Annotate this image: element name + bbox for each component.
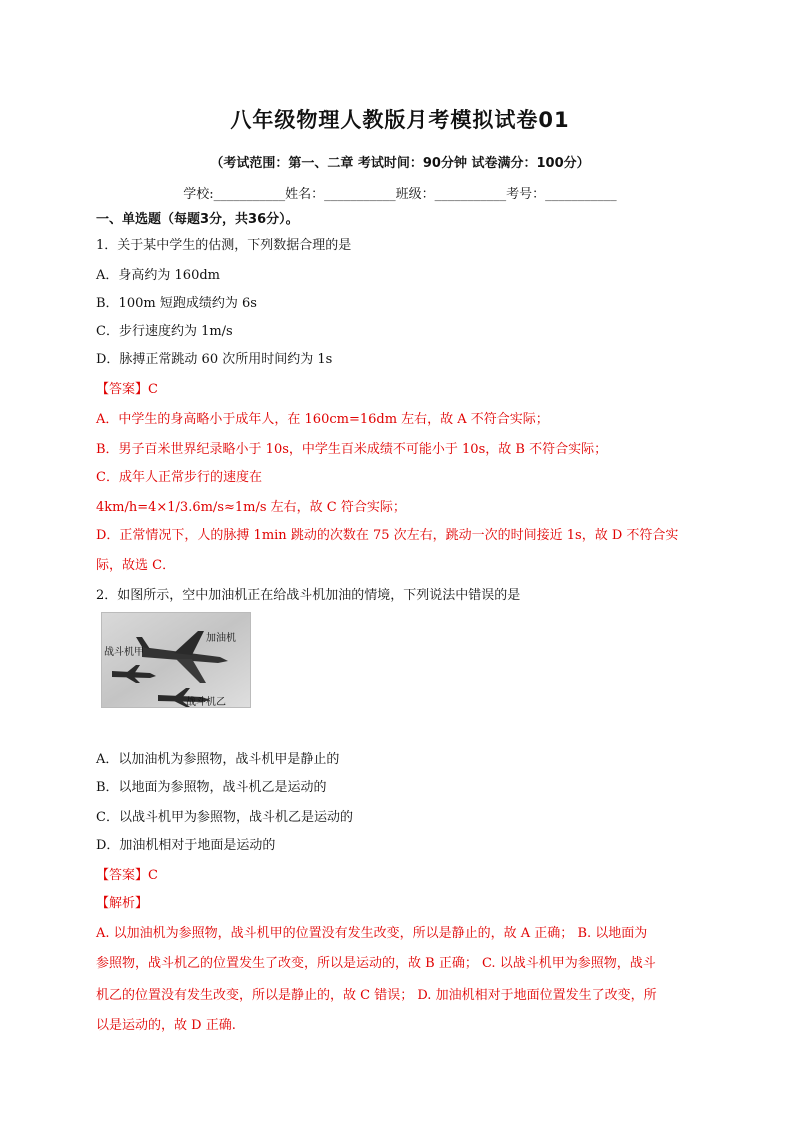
page-title: 八年级物理人教版月考模拟试卷01	[230, 108, 570, 132]
q1-option-c: C．步行速度约为 1m/s	[96, 324, 233, 339]
q2-analysis-label: 【解析】	[96, 896, 149, 911]
q2-explanation-line: 机乙的位置没有发生改变，所以是静止的，故 C 错误； D. 加油机相对于地面位置发生了改变，所	[96, 988, 657, 1003]
q2-explanation-line: A. 以加油机为参照物，战斗机甲的位置没有发生改变，所以是静止的，故 A 正确； B. 以地面为	[96, 926, 648, 941]
q1-explanation-line: 际，故选 C．	[96, 558, 176, 573]
refueling-figure	[101, 612, 251, 708]
student-info-line: 学校:___________姓名：___________班级：___________考号：___________	[183, 187, 617, 202]
q2-answer: 【答案】C	[96, 868, 158, 883]
q1-option-a: A．身高约为 160dm	[96, 268, 220, 283]
q1-option-d: D．脉搏正常跳动 60 次所用时间约为 1s	[96, 352, 333, 367]
fighter-a-label: 战斗机甲	[104, 647, 144, 658]
q1-explanation-line: 4km/h=4×1/3.6m/s≈1m/s 左右，故 C 符合实际；	[96, 500, 406, 515]
q2-explanation-line: 参照物，战斗机乙的位置发生了改变，所以是运动的，故 B 正确； C. 以战斗机甲为参照物，战斗	[96, 956, 656, 971]
q1-explanation-line: C．成年人正常步行的速度在	[96, 470, 262, 485]
q1-explanation-line: A．中学生的身高略小于成年人，在 160cm=16dm 左右，故 A 不符合实际；	[96, 412, 549, 427]
q2-option-c: C．以战斗机甲为参照物，战斗机乙是运动的	[96, 810, 353, 825]
fighter-b-label: 战斗机乙	[186, 697, 226, 707]
q2-stem: 2．如图所示，空中加油机正在给战斗机加油的情境，下列说法中错误的是	[96, 588, 521, 603]
section-heading-single-choice: 一、单选题（每题3分，共36分）。	[96, 212, 299, 227]
q2-option-d: D．加油机相对于地面是运动的	[96, 838, 276, 853]
q1-explanation-line: B．男子百米世界纪录略小于 10s，中学生百米成绩不可能小于 10s，故 B 不符合实际；	[96, 442, 608, 457]
tanker-label: 加油机	[206, 633, 236, 644]
q1-answer: 【答案】C	[96, 382, 158, 397]
q2-option-b: B．以地面为参照物，战斗机乙是运动的	[96, 780, 327, 795]
q2-option-a: A．以加油机为参照物，战斗机甲是静止的	[96, 752, 340, 767]
q1-option-b: B．100m 短跑成绩约为 6s	[96, 296, 257, 311]
q1-explanation-line: D．正常情况下，人的脉搏 1min 跳动的次数在 75 次左右，跳动一次的时间接近 1s，故 D 不符合实	[96, 528, 679, 543]
q1-stem: 1．关于某中学生的估测，下列数据合理的是	[96, 238, 352, 253]
refueling-figure-graphic	[102, 613, 250, 707]
exam-subtitle: （考试范围：第一、二章 考试时间：90分钟 试卷满分：100分）	[210, 156, 590, 171]
q2-explanation-line: 以是运动的，故 D 正确.	[96, 1018, 236, 1033]
